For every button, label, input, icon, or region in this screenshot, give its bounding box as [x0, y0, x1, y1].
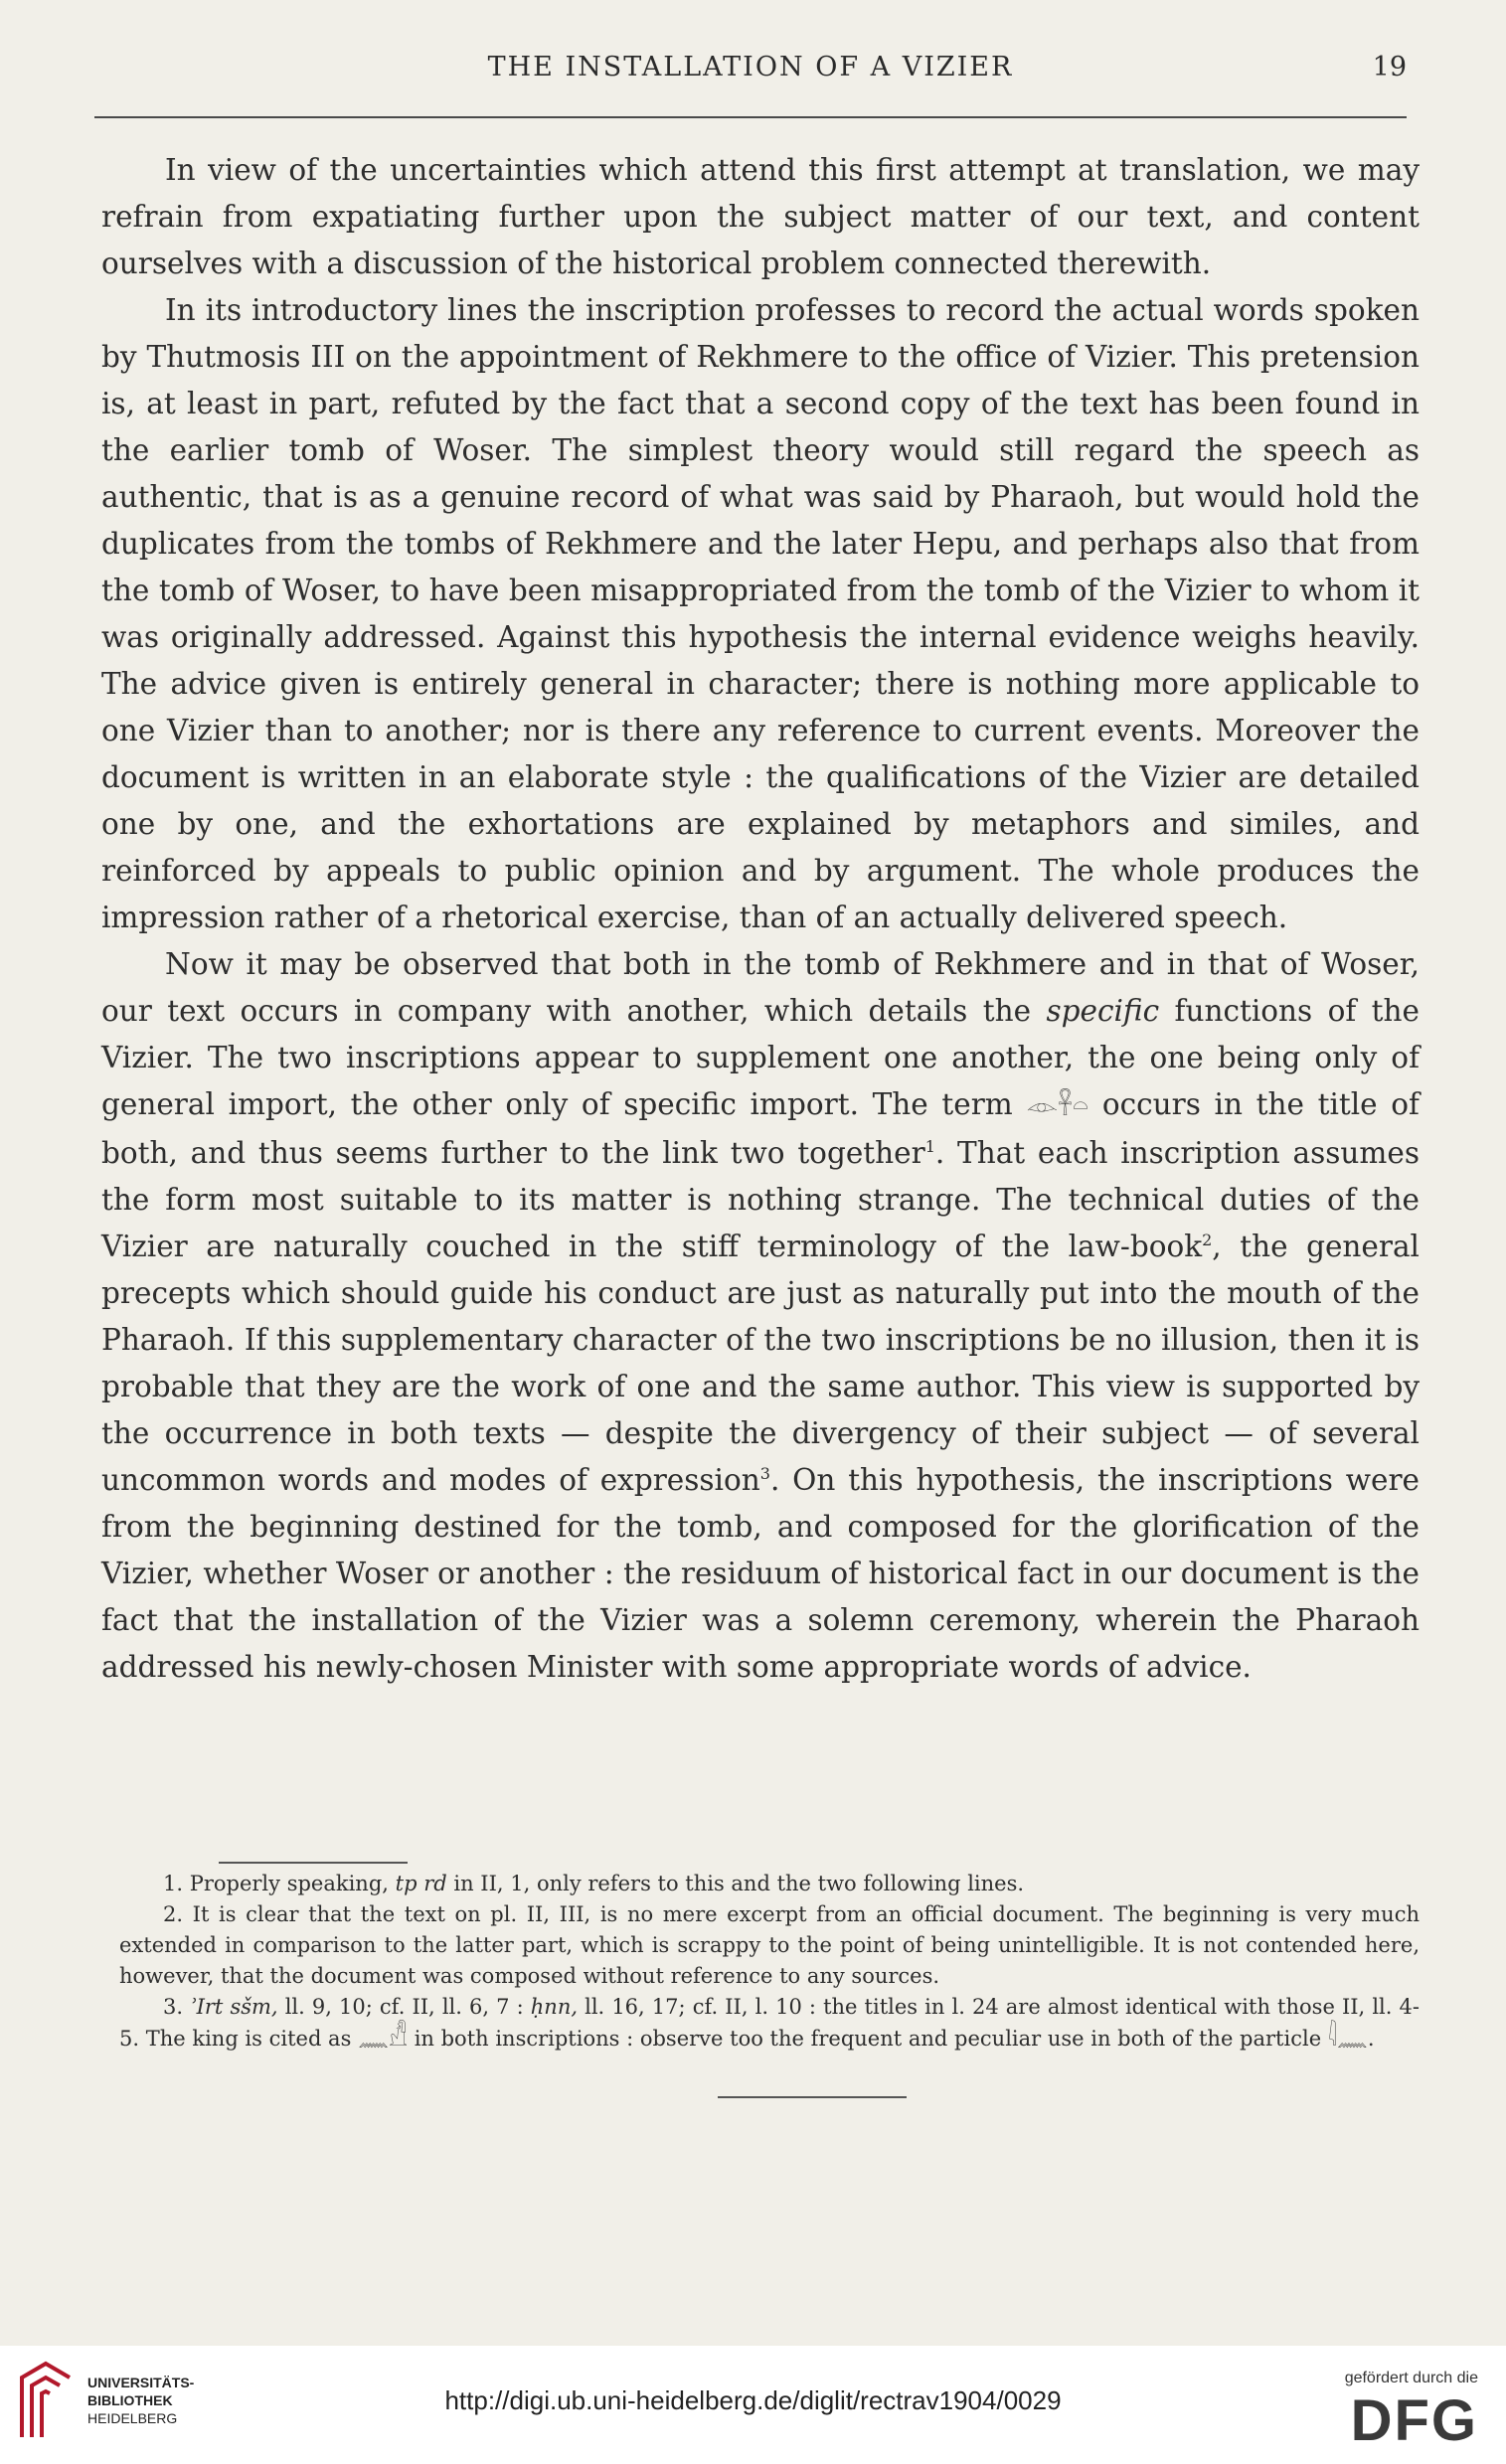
footnote-2: 2. It is clear that the text on pl. II, III, is no mere excerpt from an official document. The beginning is very much extended in comparison to the latter part, which is scrappy to the point of being unintelligible. It is not contended here, however, that the document was composed without reference to any sources.: [119, 1902, 1420, 1988]
footnote-1-part-b: in II, 1, only refers to this and the two following lines.: [453, 1872, 1025, 1895]
library-name-line-1: UNIVERSITÄTS-: [87, 2375, 195, 2390]
footnote-1: [119, 1869, 1420, 1899]
footnote-1-part-a: 1. Properly speaking,: [163, 1872, 389, 1895]
footnote-3-part-b: ll. 9, 10; cf. II, ll. 6, 7 :: [284, 1995, 524, 2019]
library-name-line-3: HEIDELBERG: [87, 2410, 178, 2426]
emphasis-specific: specific: [1046, 994, 1160, 1028]
footnote-ref-2[interactable]: 2: [1202, 1231, 1213, 1250]
hieroglyph-term-icon: 𓁹𓋹𓏏: [1026, 1091, 1089, 1121]
footnotes: [119, 1869, 1420, 2054]
funded-by-text: gefördert durch die: [1344, 2370, 1478, 2386]
footnote-3-emphasis-1: ʾIrt sšm,: [190, 1995, 278, 2019]
source-url-link[interactable]: http://digi.ub.uni-heidelberg.de/diglit/rectrav1904/0029: [444, 2385, 1062, 2415]
running-head: [94, 52, 1407, 91]
footnote-3-part-a: 3.: [163, 1995, 184, 2019]
footnote-ref-1[interactable]: 1: [924, 1137, 935, 1157]
paragraph-3: [101, 941, 1420, 1691]
paragraph-3-part-f: . On this hypothesis, the inscriptions were from the beginning destined for the tomb, and composed for the glorification of the Vizier, whether Woser or another : the residuum of historical fact in our document is the fact that the installation of the Vizier was a solemn ceremony, wherein the Pharaoh addressed his newly-chosen Minister with some appropriate words of advice.: [101, 1463, 1421, 1684]
footnote-ref-3[interactable]: 3: [759, 1464, 770, 1484]
hieroglyph-particle-icon: 𓇋𓈖: [1327, 2023, 1368, 2053]
footnote-3-part-e: .: [1367, 2027, 1375, 2051]
footnote-3-part-d: in both inscriptions : observe too the frequent and peculiar use in both of the particle: [414, 2027, 1322, 2051]
footnote-rule: [219, 1862, 408, 1864]
header-rule: [94, 116, 1407, 118]
paragraph-3-part-d: . That each inscription assumes the form most suitable to its matter is nothing strange. The technical duties of the Vizier are naturally couched in the stiff terminology of the law-book: [101, 1136, 1420, 1263]
paragraph-3-part-e: , the general precepts which should guide his conduct are just as naturally put into the mouth of the Pharaoh. If this supplementary character of the two inscriptions be no illusion, then it is probable that they are the work of one and the same author. This view is supported by the occurrence in both texts — despite the divergency of their subject — of several uncommon words and modes of expression: [101, 1230, 1420, 1497]
hieroglyph-king-icon: 𓈖𓀭: [358, 2023, 408, 2053]
digitization-footer: [0, 2346, 1506, 2464]
footnote-3-part-c: ll. 16, 17; cf. II, l. 10 : the titles in l. 24 are almost identical with those II, ll. 4-5. The king is cited as: [119, 1995, 1420, 2051]
paragraph-2: In its introductory lines the inscription professes to record the actual words spoken by Thutmosis III on the appointment of Rekhmere to the office of Vizier. This pretension is, at least in part, refuted by the fact that a second copy of the text has been found in the earlier tomb of Woser. The simplest theory would still regard the speech as authentic, that is as a genuine record of what was said by Pharaoh, but would hold the duplicates from the tombs of Rekhmere and the later Hepu, and perhaps also that from the tomb of Woser, to have been misappropriated from the tomb of the Vizier to whom it was originally addressed. Against this hypothesis the internal evidence weighs heavily. The advice given is entirely general in character; there is nothing more applicable to one Vizier than to another; nor is there any reference to current events. Moreover the document is written in an elaborate style : the qualifications of the Vizier are detailed one by one, and the exhortations are explained by metaphors and similes, and reinforced by appeals to public opinion and by argument. The whole produces the impression rather of a rhetorical exercise, than of an actually delivered speech.: [101, 293, 1420, 934]
running-title: THE INSTALLATION OF A VIZIER: [487, 52, 1014, 82]
footnote-3-emphasis-2: ḥnn,: [530, 1995, 579, 2019]
paragraph-3-part-b: functions of the Vizier. The two inscriptions appear to supplement one another, the one being only of general import, the other only of specific import. The term: [101, 994, 1420, 1121]
footnote-end-rule: [718, 2096, 907, 2098]
paragraph-3-part-a: Now it may be observed that both in the tomb of Rekhmere and in that of Woser, our text occurs in company with another, which details the: [101, 947, 1420, 1028]
footnote-1-emphasis: tp rd: [395, 1872, 447, 1895]
paragraph-3-part-c: occurs in the title of both, and thus seems further to the link two together: [101, 1087, 1420, 1170]
page-number: 19: [1372, 52, 1407, 82]
library-name-line-2: BIBLIOTHEK: [87, 2392, 173, 2408]
body-text: [101, 147, 1420, 1691]
paragraph-1: In view of the uncertainties which attend this first attempt at translation, we may refrain from expatiating further upon the subject matter of our text, and content ourselves with a discussion of the historical problem connected therewith.: [101, 153, 1420, 280]
footnote-3: [119, 1992, 1420, 2054]
dfg-logo: DFG: [1350, 2388, 1478, 2453]
